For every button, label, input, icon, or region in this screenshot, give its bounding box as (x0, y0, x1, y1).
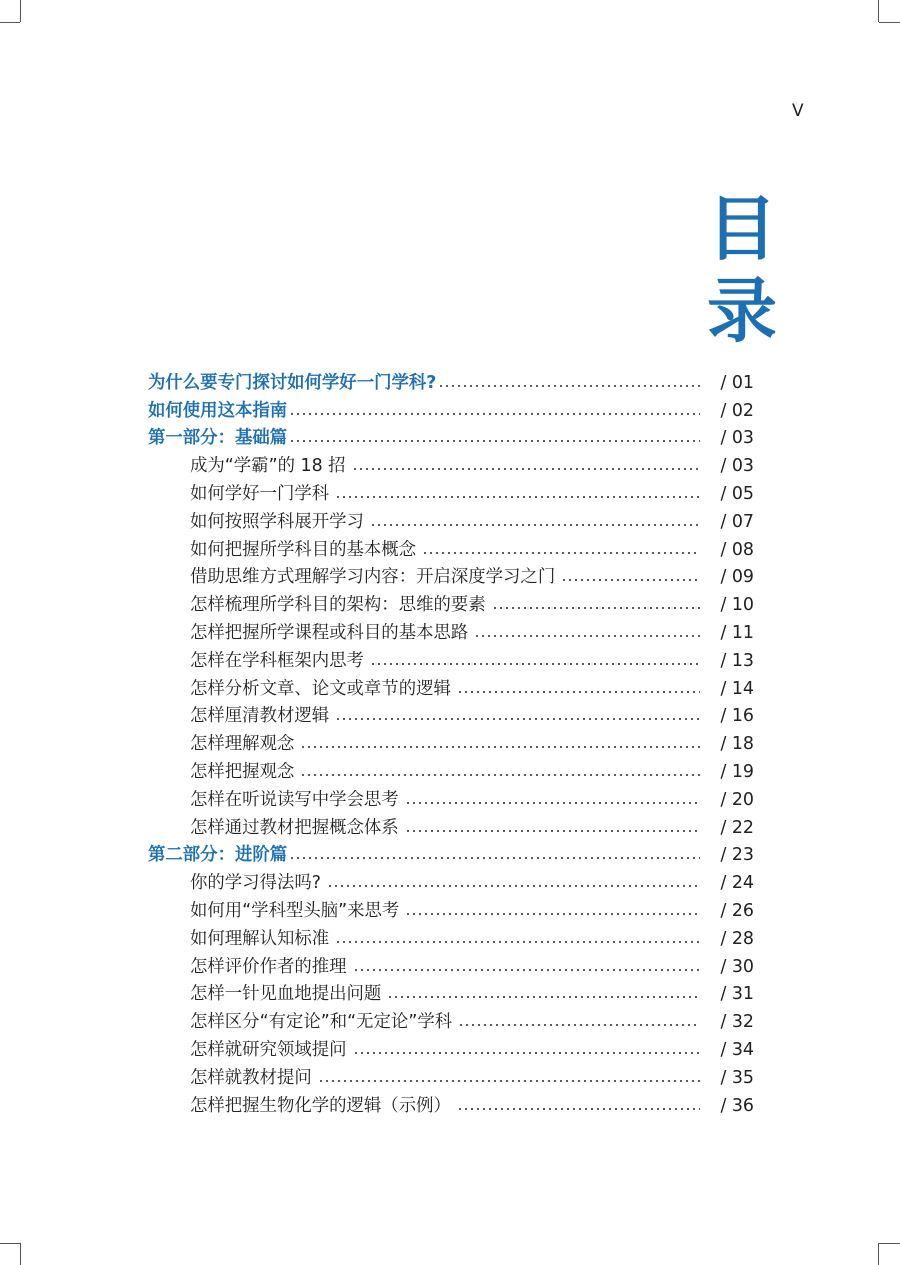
toc-entry-label: 怎样理解观念 (190, 734, 295, 755)
toc-entry-label: 第二部分：进阶篇 (148, 845, 288, 866)
toc-entry[interactable] (148, 1060, 754, 1088)
toc-title (706, 188, 778, 352)
toc-entry-page: / 13 (720, 650, 754, 671)
dot-leader (352, 468, 700, 470)
toc-entry[interactable] (148, 726, 754, 754)
toc-entry-page: / 26 (720, 900, 754, 921)
toc-entry-label: 怎样把握所学课程或科目的基本思路 (190, 622, 469, 643)
dot-leader (422, 552, 700, 554)
toc-entry[interactable] (148, 587, 754, 615)
dot-leader (327, 885, 700, 887)
toc-entry-page: / 24 (720, 873, 754, 894)
dot-leader (300, 746, 700, 748)
toc-entry-page: / 23 (720, 845, 754, 866)
dot-leader (289, 413, 700, 415)
toc-entry[interactable] (148, 1088, 754, 1116)
toc-entry[interactable] (148, 393, 754, 421)
dot-leader (405, 913, 700, 915)
dot-leader (387, 996, 700, 998)
dot-leader (370, 524, 700, 526)
toc-entry[interactable] (148, 1032, 754, 1060)
toc-entry-page: / 03 (720, 456, 754, 477)
toc-entry-page: / 31 (720, 984, 754, 1005)
toc-entry-label: 如何按照学科展开学习 (190, 511, 364, 532)
toc-entry-page: / 10 (720, 595, 754, 616)
toc-entry[interactable] (148, 643, 754, 671)
toc-entry-page: / 35 (720, 1067, 754, 1088)
dot-leader (474, 635, 700, 637)
toc-title-line-2: 录 (707, 270, 777, 352)
toc-entry-label: 怎样就教材提问 (190, 1067, 312, 1088)
toc-entry[interactable] (148, 810, 754, 838)
toc-entry-page: / 18 (720, 734, 754, 755)
dot-leader (335, 718, 700, 720)
toc-entry-page: / 16 (720, 706, 754, 727)
crop-mark (0, 1243, 20, 1244)
toc-entry[interactable] (148, 671, 754, 699)
dot-leader (300, 774, 700, 776)
toc-entry[interactable] (148, 560, 754, 588)
toc-entry-label: 如何学好一门学科 (190, 483, 330, 504)
toc-entry-page: / 32 (720, 1012, 754, 1033)
toc-entry-label: 成为“学霸”的 18 招 (190, 456, 346, 477)
toc-entry-label: 怎样就研究领域提问 (190, 1039, 347, 1060)
toc-entry[interactable] (148, 782, 754, 810)
toc-entry-page: / 05 (720, 483, 754, 504)
toc-entry-page: / 11 (720, 622, 754, 643)
toc-entry-page: / 34 (720, 1039, 754, 1060)
toc-entry-label: 怎样厘清教材逻辑 (190, 706, 330, 727)
dot-leader (289, 857, 700, 859)
toc-entry[interactable] (148, 365, 754, 393)
toc-entry-label: 怎样区分“有定论”和“无定论”学科 (190, 1012, 453, 1033)
dot-leader (335, 941, 700, 943)
crop-mark (20, 1243, 21, 1265)
toc-entry[interactable] (148, 921, 754, 949)
toc-entry[interactable] (148, 421, 754, 449)
dot-leader (353, 969, 700, 971)
toc-entry[interactable] (148, 977, 754, 1005)
toc-entry-page: / 08 (720, 539, 754, 560)
toc-entry-page: / 36 (720, 1095, 754, 1116)
toc-entry[interactable] (148, 949, 754, 977)
toc-entry-label: 如何使用这本指南 (148, 400, 288, 421)
toc-entry-label: 怎样一针见血地提出问题 (190, 984, 382, 1005)
dot-leader (335, 496, 700, 498)
toc-entry-label: 怎样梳理所学科目的架构：思维的要素 (190, 595, 486, 616)
toc-entry-label: 怎样评价作者的推理 (190, 956, 347, 977)
toc-entry[interactable] (148, 504, 754, 532)
toc-entry-label: 你的学习得法吗? (190, 873, 321, 894)
toc-entry[interactable] (148, 699, 754, 727)
dot-leader (289, 440, 700, 442)
toc-entry-page: / 30 (720, 956, 754, 977)
toc-entry[interactable] (148, 1004, 754, 1032)
dot-leader (405, 802, 700, 804)
dot-leader (457, 1108, 700, 1110)
toc-entry-label: 如何用“学科型头脑”来思考 (190, 900, 400, 921)
toc-entry-label: 为什么要专门探讨如何学好一门学科? (148, 372, 437, 393)
toc-entry[interactable] (148, 838, 754, 866)
toc-entry-page: / 07 (720, 511, 754, 532)
toc-entry-page: / 22 (720, 817, 754, 838)
crop-mark (0, 22, 20, 23)
dot-leader (438, 385, 700, 387)
toc-entry-page: / 14 (720, 678, 754, 699)
toc-entry-label: 借助思维方式理解学习内容：开启深度学习之门 (190, 567, 556, 588)
dot-leader (458, 1024, 700, 1026)
toc-entry[interactable] (148, 476, 754, 504)
toc-title-line-1: 目 (707, 188, 777, 270)
dot-leader (405, 830, 700, 832)
toc-entry-label: 如何理解认知标准 (190, 928, 330, 949)
toc-entry-page: / 19 (720, 761, 754, 782)
toc-entry[interactable] (148, 754, 754, 782)
table-of-contents (148, 365, 754, 1116)
dot-leader (370, 663, 700, 665)
crop-mark (20, 0, 21, 22)
toc-entry[interactable] (148, 615, 754, 643)
crop-mark (879, 1243, 900, 1244)
toc-entry-label: 怎样通过教材把握概念体系 (190, 817, 399, 838)
toc-entry-label: 怎样分析文章、论文或章节的逻辑 (190, 678, 451, 699)
toc-entry[interactable] (148, 448, 754, 476)
toc-entry[interactable] (148, 893, 754, 921)
toc-entry-label: 怎样把握生物化学的逻辑（示例） (190, 1095, 451, 1116)
toc-entry-page: / 09 (720, 567, 754, 588)
crop-mark (878, 1243, 879, 1265)
toc-entry-page: / 20 (720, 789, 754, 810)
page-number: V (792, 101, 804, 121)
toc-entry-label: 如何把握所学科目的基本概念 (190, 539, 417, 560)
toc-entry-page: / 03 (720, 428, 754, 449)
crop-mark (878, 0, 879, 22)
dot-leader (561, 579, 700, 581)
dot-leader (318, 1080, 700, 1082)
dot-leader (492, 607, 700, 609)
toc-entry[interactable] (148, 532, 754, 560)
toc-entry-label: 怎样把握观念 (190, 761, 295, 782)
toc-entry[interactable] (148, 865, 754, 893)
dot-leader (457, 691, 700, 693)
toc-entry-label: 怎样在听说读写中学会思考 (190, 789, 399, 810)
toc-entry-page: / 01 (720, 372, 754, 393)
toc-entry-label: 第一部分：基础篇 (148, 428, 288, 449)
dot-leader (353, 1052, 700, 1054)
toc-entry-page: / 28 (720, 928, 754, 949)
crop-mark (879, 22, 900, 23)
toc-entry-page: / 02 (720, 400, 754, 421)
toc-entry-label: 怎样在学科框架内思考 (190, 650, 364, 671)
